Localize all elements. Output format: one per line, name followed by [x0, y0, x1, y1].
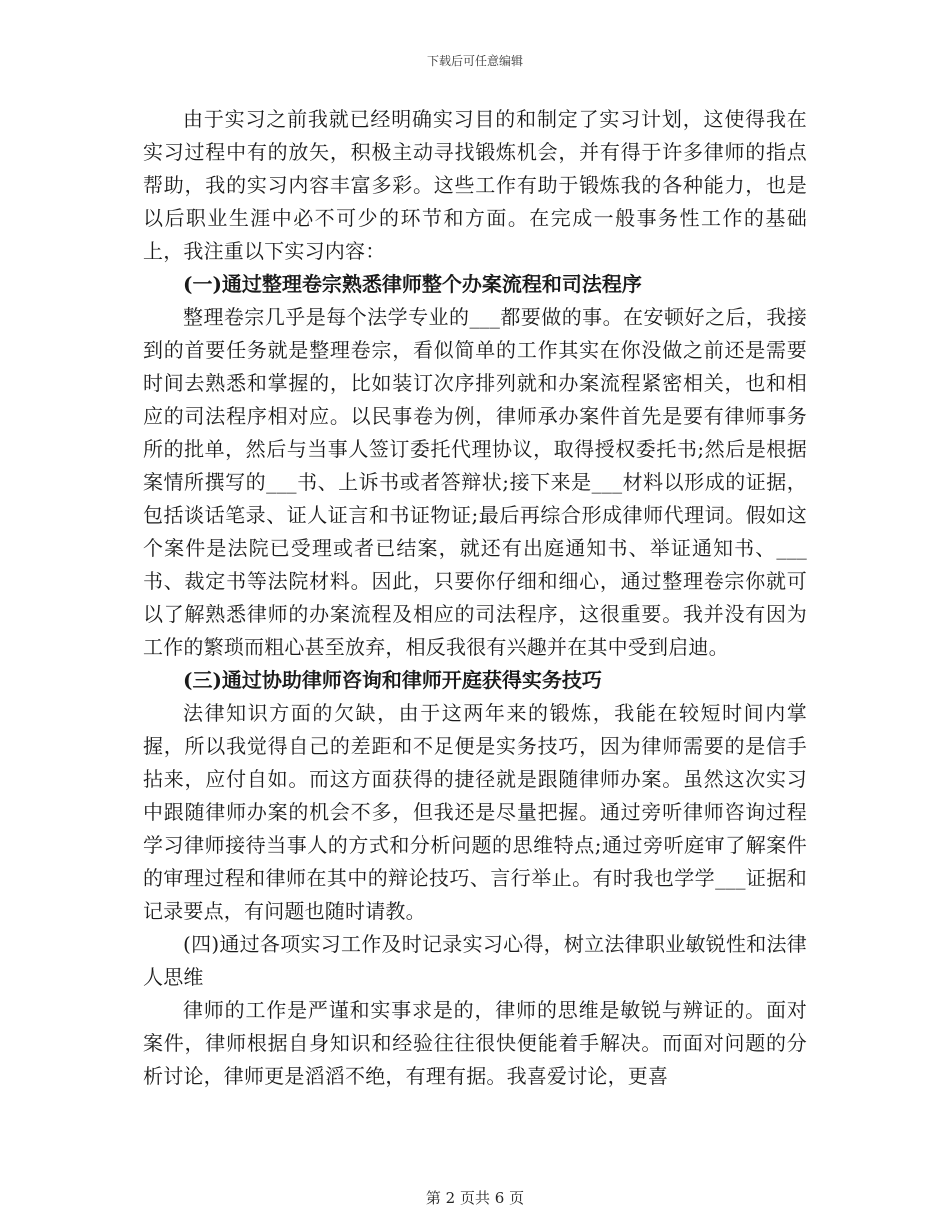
paragraph-intro: 由于实习之前我就已经明确实习目的和制定了实习计划，这使得我在实习过程中有的放矢，积极主动寻找锻炼机会，并有得于许多律师的指点帮助，我的实习内容丰富多彩。这些工作有助于锻炼我的各种能力，也是以后职业生涯中必不可少的环节和方面。在完成一般事务性工作的基础上，我注重以下实习内容： — [143, 107, 807, 263]
section-heading-1: (一)通过整理卷宗熟悉律师整个办案流程和司法程序 — [183, 272, 642, 296]
section-heading-4: (四)通过各项实习工作及时记录实习心得，树立法律职业敏锐性和法律人思维 — [143, 932, 807, 989]
page-header: 下载后可任意编辑 — [426, 54, 523, 68]
paragraph-lawyer-thinking: 律师的工作是严谨和实事求是的，律师的思维是敏锐与辨证的。面对案件，律师根据自身知识和经验往往很快便能着手解决。而面对问题的分析讨论，律师更是滔滔不绝，有理有据。我喜爱讨论，更喜 — [143, 998, 807, 1088]
page-footer: 第 2 页共 6 页 — [425, 1189, 525, 1207]
section-heading-3: (三)通过协助律师咨询和律师开庭获得实务技巧 — [183, 668, 602, 692]
paragraph-case-files: 整理卷宗几乎是每个法学专业的___都要做的事。在安顿好之后，我接到的首要任务就是整理卷宗，看似简单的工作其实在你没做之前还是需要时间去熟悉和掌握的，比如装订次序排列就和办案流程紧密相关，也和相应的司法程序相对应。以民事卷为例，律师承办案件首先是要有律师事务所的批单，然后与当事人签订委托代理协议，取得授权委托书;然后是根据案情所撰写的___书、上诉书或者答辩状;接下来是___材料以形成的证据，包括谈话笔录、证人证言和书证物证;最后再综合形成律师代理词。假如这个案件是法院已受理或者已结案，就还有出庭通知书、举证通知书、___书、裁定书等法院材料。因此，只要你仔细和细心，通过整理卷宗你就可以了解熟悉律师的办案流程及相应的司法程序，这很重要。我并没有因为工作的繁琐而粗心甚至放弃，相反我很有兴趣并在其中受到启迪。 — [143, 305, 807, 659]
paragraph-practical-skills: 法律知识方面的欠缺，由于这两年来的锻炼，我能在较短时间内掌握，所以我觉得自己的差距和不足便是实务技巧，因为律师需要的是信手拈来，应付自如。而这方面获得的捷径就是跟随律师办案。虽然这次实习中跟随律师办案的机会不多，但我还是尽量把握。通过旁听律师咨询过程学习律师接待当事人的方式和分析问题的思维特点;通过旁听庭审了解案件的审理过程和律师在其中的辩论技巧、言行举止。有时我也学学___证据和记录要点，有问题也随时请教。 — [143, 701, 807, 923]
document-body — [143, 103, 807, 1093]
